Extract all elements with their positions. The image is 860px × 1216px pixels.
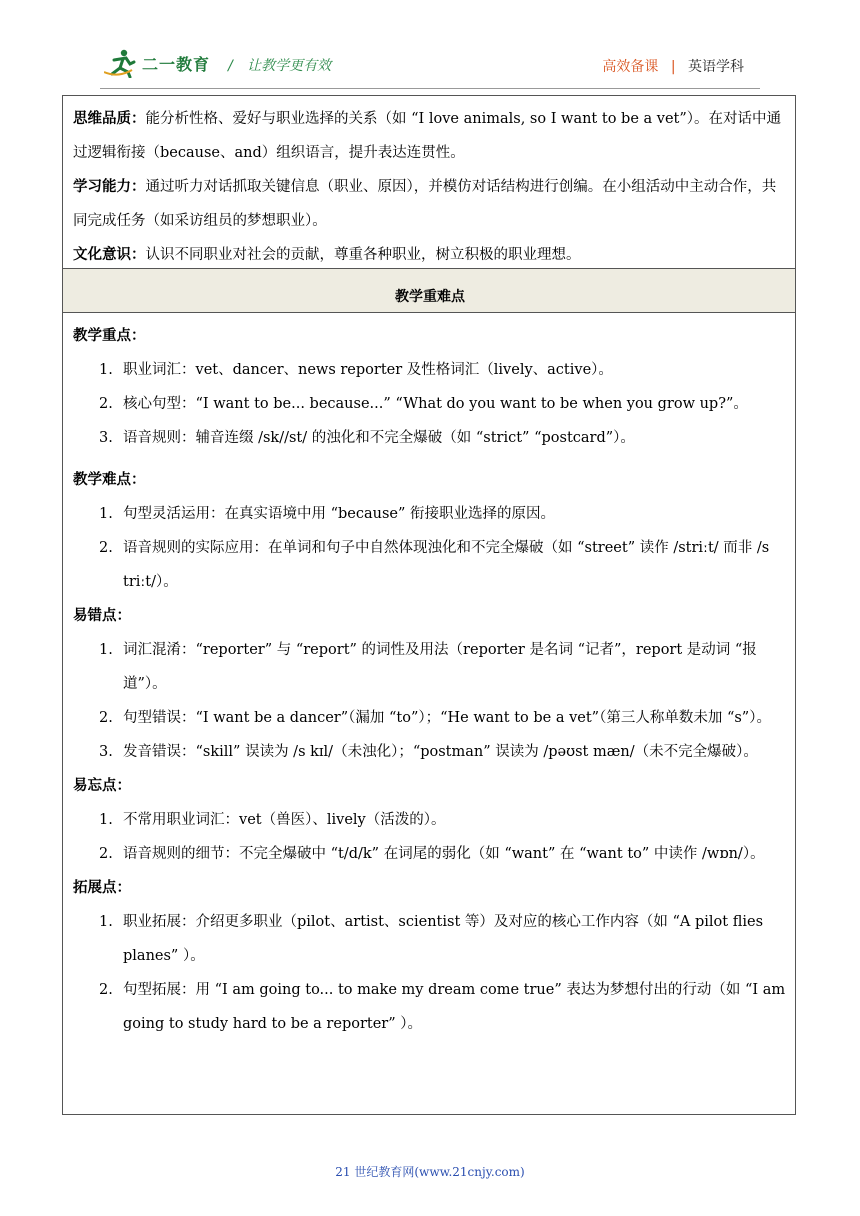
header-subject-label: 英语学科: [688, 59, 744, 75]
runner-logo-icon: [104, 48, 138, 78]
section-title-key: 教学重点：: [73, 328, 146, 344]
list-item: 3. 发音错误：“skill” 误读为 /s kɪl/（未浊化）；“postman” 误读为 /pəʊst mæn/（未不完全爆破）。: [99, 744, 758, 760]
logo-text: 二一教育: [142, 54, 211, 74]
header-subject: [602, 56, 744, 76]
list-item: 2. 核心句型：“I want to be... because...” “What do you want to be when you grow up?”。: [99, 396, 748, 412]
goal-thinking: 思维品质：能分析性格、爱好与职业选择的关系（如 “I love animals, so I want to be a vet”）。在对话中通过逻辑衔接（because、and）组织语言，提升表达连贯性。: [73, 111, 782, 161]
list-key: [73, 353, 787, 455]
list-difficult: [73, 497, 787, 599]
goals-cell: [63, 96, 795, 269]
list-item: 1. 句型灵活运用：在真实语境中用 “because” 衔接职业选择的原因。: [99, 506, 556, 522]
list-item: 2. 句型错误：“I want be a dancer”（漏加 “to”）；“He want to be a vet”（第三人称单数未加 “s”）。: [99, 710, 771, 726]
lesson-table: [62, 95, 796, 1115]
list-errors: [73, 633, 787, 769]
list-extension: [73, 905, 787, 1041]
list-item: 2. 句型拓展：用 “I am going to... to make my dream come true” 表达为梦想付出的行动（如 “I am going to study hard to be a reporter” ）。: [99, 982, 786, 1032]
section-title-errors: 易错点：: [73, 608, 131, 624]
header-rule: [100, 88, 760, 89]
list-item: 1. 词汇混淆：“reporter” 与 “report” 的词性及用法（reporter 是名词 “记者”，report 是动词 “报道”）。: [99, 642, 757, 692]
slogan-separator: /: [228, 58, 233, 74]
logo: [104, 48, 210, 78]
list-item: 1. 不常用职业词汇：vet（兽医）、lively（活泼的）。: [99, 812, 446, 828]
goal-culture: 文化意识：认识不同职业对社会的贡献，尊重各种职业，树立积极的职业理想。: [73, 247, 581, 263]
list-item: 2. 语音规则的细节：不完全爆破中 “t/d/k” 在词尾的弱化（如 “want” 在 “want to” 中读作 /wɒn/）。: [99, 846, 765, 862]
section-header: 教学重难点: [63, 269, 795, 313]
key-points-cell: [63, 313, 795, 1114]
section-title-extension: 拓展点：: [73, 880, 131, 896]
footer-link[interactable]: 21 世纪教育网(www.21cnjy.com): [335, 1165, 525, 1179]
section-title-difficult: 教学难点：: [73, 472, 146, 488]
goal-learning: 学习能力：通过听力对话抓取关键信息（职业、原因），并模仿对话结构进行创编。在小组活动中主动合作，共同完成任务（如采访组员的梦想职业）。: [73, 179, 777, 229]
list-item: 3. 语音规则：辅音连缀 /sk//st/ 的浊化和不完全爆破（如 “strict” “postcard”）。: [99, 430, 635, 446]
list-item: 1. 职业词汇：vet、dancer、news reporter 及性格词汇（lively、active）。: [99, 362, 613, 378]
slogan-text: 让教学更有效: [247, 58, 332, 74]
header-tag: 高效备课: [602, 59, 659, 75]
section-title-forget: 易忘点：: [73, 778, 131, 794]
list-item: 1. 职业拓展：介绍更多职业（pilot、artist、scientist 等）及对应的核心工作内容（如 “A pilot flies planes” ）。: [99, 914, 764, 964]
page-header: [100, 44, 760, 88]
list-item: 2. 语音规则的实际应用：在单词和句子中自然体现浊化和不完全爆破（如 “street” 读作 /striːt/ 而非 /s triːt/）。: [99, 540, 770, 590]
slogan: [228, 55, 331, 75]
list-forget: [73, 803, 787, 871]
header-divider: |: [670, 59, 676, 75]
